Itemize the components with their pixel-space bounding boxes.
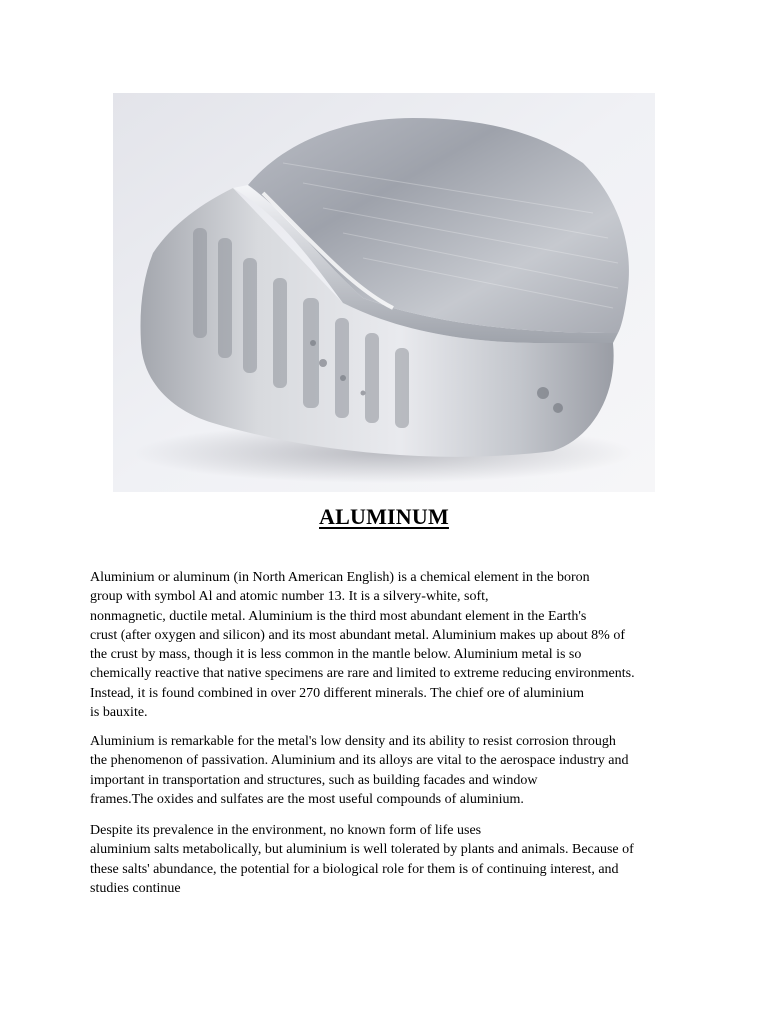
paragraph-line: frames.The oxides and sulfates are the most useful compounds of aluminium. [90, 791, 524, 807]
paragraph-line: chemically reactive that native specimens are rare and limited to extreme reducing environments. [90, 666, 635, 682]
paragraph-line: these salts' abundance, the potential for a biological role for them is of continuing interest, and [90, 861, 619, 877]
paragraph-line: Aluminium is remarkable for the metal's low density and its ability to resist corrosion through [90, 734, 616, 749]
paragraph-line: Aluminium or aluminum (in North American English) is a chemical element in the boron [90, 570, 590, 585]
paragraph-3 [90, 821, 730, 898]
paragraph-2 [90, 732, 730, 809]
paragraph-1 [90, 568, 730, 722]
paragraph-line: Despite its prevalence in the environment, no known form of life uses [90, 823, 482, 838]
paragraph-line: studies continue [90, 880, 181, 896]
paragraph-line: crust (after oxygen and silicon) and its most abundant metal. Aluminium makes up about 8% of [90, 627, 626, 643]
paragraph-line: important in transportation and structures, such as building facades and window [90, 772, 538, 788]
paragraph-line: Instead, it is found combined in over 270 different minerals. The chief ore of aluminium [90, 685, 585, 701]
document-title: ALUMINUM [319, 504, 449, 529]
aluminium-photo [113, 93, 655, 492]
paragraph-line: the crust by mass, though it is less common in the mantle below. Aluminium metal is so [90, 647, 582, 663]
paragraph-line: the phenomenon of passivation. Aluminium and its alloys are vital to the aerospace industry and [90, 753, 629, 769]
paragraph-line: aluminium salts metabolically, but aluminium is well tolerated by plants and animals. Because of [90, 842, 634, 858]
paragraph-line: group with symbol Al and atomic number 13. It is a silvery-white, soft, [90, 589, 489, 605]
paragraph-line: nonmagnetic, ductile metal. Aluminium is the third most abundant element in the Earth's [90, 608, 587, 624]
paragraph-line: is bauxite. [90, 705, 148, 721]
